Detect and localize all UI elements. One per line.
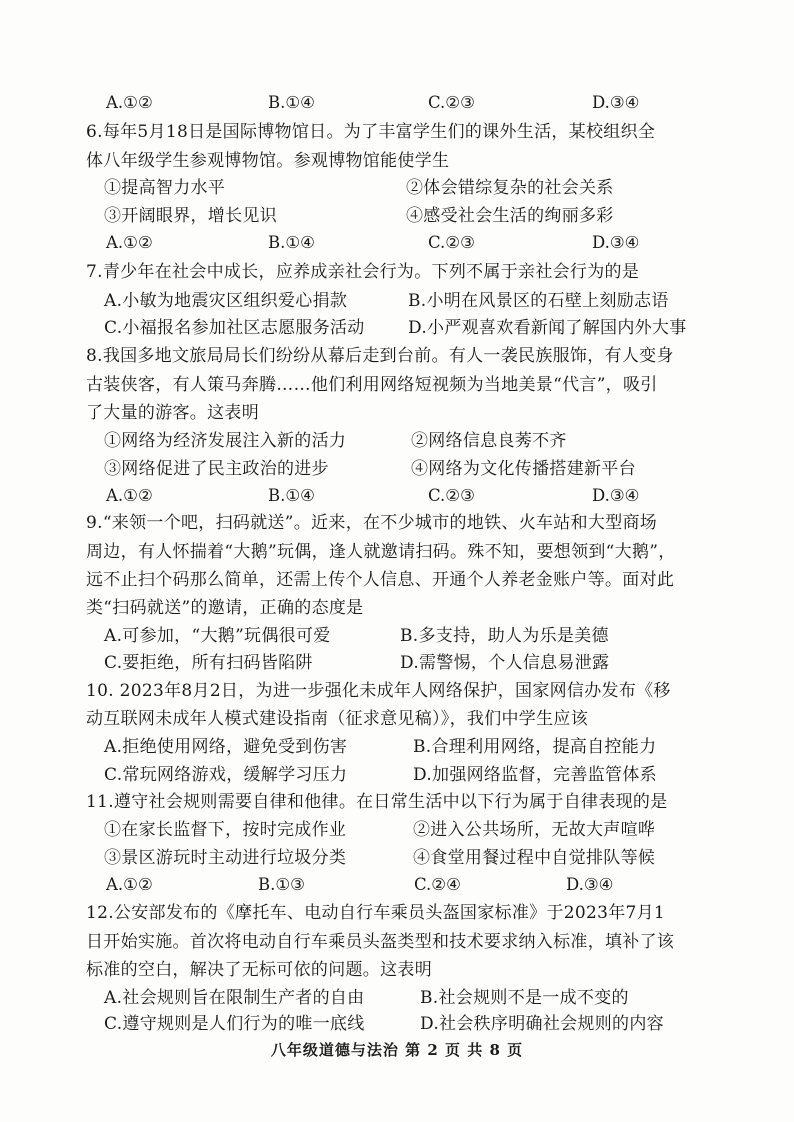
q5-option-a: A.①② <box>106 93 153 112</box>
q11-stem-line-1: 11.遵守社会规则需要自律和他律。在日常生活中以下行为属于自律表现的是 <box>86 792 668 812</box>
q8-statement-1: ①网络为经济发展注入新的活力 <box>104 431 347 451</box>
q10-option-c: C.常玩网络游戏，缓解学习压力 <box>104 765 348 785</box>
q6-statement-4: ④感受社会生活的绚丽多彩 <box>406 206 614 226</box>
q9-stem-line-3: 远不止扫个码那么简单，还需上传个人信息、开通个人养老金账户等。面对此 <box>86 570 675 590</box>
q9-stem-line-1: 9.“来领一个吧，扫码就送”。近来，在不少城市的地铁、火车站和大型商场 <box>86 513 658 533</box>
q6-statement-1: ①提高智力水平 <box>104 178 226 198</box>
q7-option-d: D.小严观喜欢看新闻了解国内外大事 <box>408 318 687 338</box>
q10-option-d: D.加强网络监督，完善监管体系 <box>413 765 657 785</box>
q9-option-a: A.可参加，“大鹅”玩偶很可爱 <box>104 626 331 646</box>
q8-stem-line-1: 8.我国多地文旅局局长们纷纷从幕后走到台前。有人一袭民族服饰，有人变身 <box>86 346 674 366</box>
q9-option-d: D.需警惕，个人信息易泄露 <box>400 653 610 673</box>
q6-option-c: C.②③ <box>428 233 475 252</box>
q11-option-d: D.③④ <box>566 875 614 894</box>
q7-option-b: B.小明在风景区的石壁上刻励志语 <box>408 291 669 311</box>
q11-option-b: B.①③ <box>258 875 305 894</box>
q11-statement-4: ④食堂用餐过程中自觉排队等候 <box>413 848 656 868</box>
q6-statement-2: ②体会错综复杂的社会关系 <box>406 178 614 198</box>
q8-option-c: C.②③ <box>428 486 475 505</box>
q9-option-b: B.多支持，助人为乐是美德 <box>400 626 609 646</box>
q12-option-a: A.社会规则旨在限制生产者的自由 <box>104 988 365 1008</box>
q10-stem-line-1: 10. 2023年8月2日，为进一步强化未成年人网络保护，国家网信办发布《移 <box>86 681 671 701</box>
q8-option-a: A.①② <box>106 486 153 505</box>
q10-option-a: A.拒绝使用网络，避免受到伤害 <box>104 737 348 757</box>
q8-statement-3: ③网络促进了民主政治的进步 <box>104 459 329 479</box>
q6-stem-line-2: 体八年级学生参观博物馆。参观博物馆能使学生 <box>86 151 450 171</box>
q10-option-b: B.合理利用网络，提高自控能力 <box>413 737 657 757</box>
q8-statement-2: ②网络信息良莠不齐 <box>411 431 567 451</box>
q9-stem-line-2: 周边，有人怀揣着“大鹅”玩偶，逢人就邀请扫码。殊不知，要想领到“大鹅”， <box>86 542 676 562</box>
q6-option-d: D.③④ <box>592 233 640 252</box>
q12-option-d: D.社会秩序明确社会规则的内容 <box>420 1014 664 1034</box>
q9-stem-line-4: 类“扫码就送”的邀请，正确的态度是 <box>86 598 364 618</box>
q11-statement-3: ③景区游玩时主动进行垃圾分类 <box>104 848 347 868</box>
q7-stem-line-1: 7.青少年在社会中成长，应养成亲社会行为。下列不属于亲社会行为的是 <box>86 262 640 282</box>
q12-option-b: B.社会规则不是一成不变的 <box>420 988 629 1008</box>
q7-option-c: C.小福报名参加社区志愿服务活动 <box>104 318 365 338</box>
q5-option-c: C.②③ <box>428 93 475 112</box>
page-footer: 八年级道德与法治 第 2 页 共 8 页 <box>270 1041 524 1059</box>
q6-option-a: A.①② <box>106 233 153 252</box>
q12-stem-line-2: 日开始实施。首次将电动自行车乘员头盔类型和技术要求纳入标准，填补了该 <box>86 932 675 952</box>
q8-statement-4: ④网络为文化传播搭建新平台 <box>411 459 636 479</box>
q10-stem-line-2: 动互联网未成年人模式建设指南（征求意见稿）》，我们中学生应该 <box>86 709 588 729</box>
q6-statement-3: ③开阔眼界，增长见识 <box>104 206 277 226</box>
q8-stem-line-2: 古装侠客，有人策马奔腾……他们利用网络短视频为当地美景“代言”，吸引 <box>86 375 658 395</box>
q8-stem-line-3: 了大量的游客。这表明 <box>86 403 259 423</box>
q8-option-b: B.①④ <box>268 486 315 505</box>
q6-option-b: B.①④ <box>268 233 315 252</box>
q5-option-b: B.①④ <box>268 93 315 112</box>
q12-stem-line-1: 12.公安部发布的《摩托车、电动自行车乘员头盔国家标准》于2023年7月1 <box>86 903 666 923</box>
q5-option-d: D.③④ <box>592 93 640 112</box>
q11-statement-1: ①在家长监督下，按时完成作业 <box>104 820 347 840</box>
q12-stem-line-3: 标准的空白，解决了无标可依的问题。这表明 <box>86 960 432 980</box>
q7-option-a: A.小敏为地震灾区组织爱心捐款 <box>104 291 348 311</box>
q9-option-c: C.要拒绝，所有扫码皆陷阱 <box>104 653 313 673</box>
q11-option-a: A.①② <box>106 875 153 894</box>
q11-option-c: C.②④ <box>414 875 461 894</box>
q12-option-c: C.遵守规则是人们行为的唯一底线 <box>104 1014 365 1034</box>
q6-stem-line-1: 6.每年5月18日是国际博物馆日。为了丰富学生们的课外生活，某校组织全 <box>86 122 656 142</box>
q8-option-d: D.③④ <box>592 486 640 505</box>
q11-statement-2: ②进入公共场所，无故大声喧哗 <box>413 820 656 840</box>
